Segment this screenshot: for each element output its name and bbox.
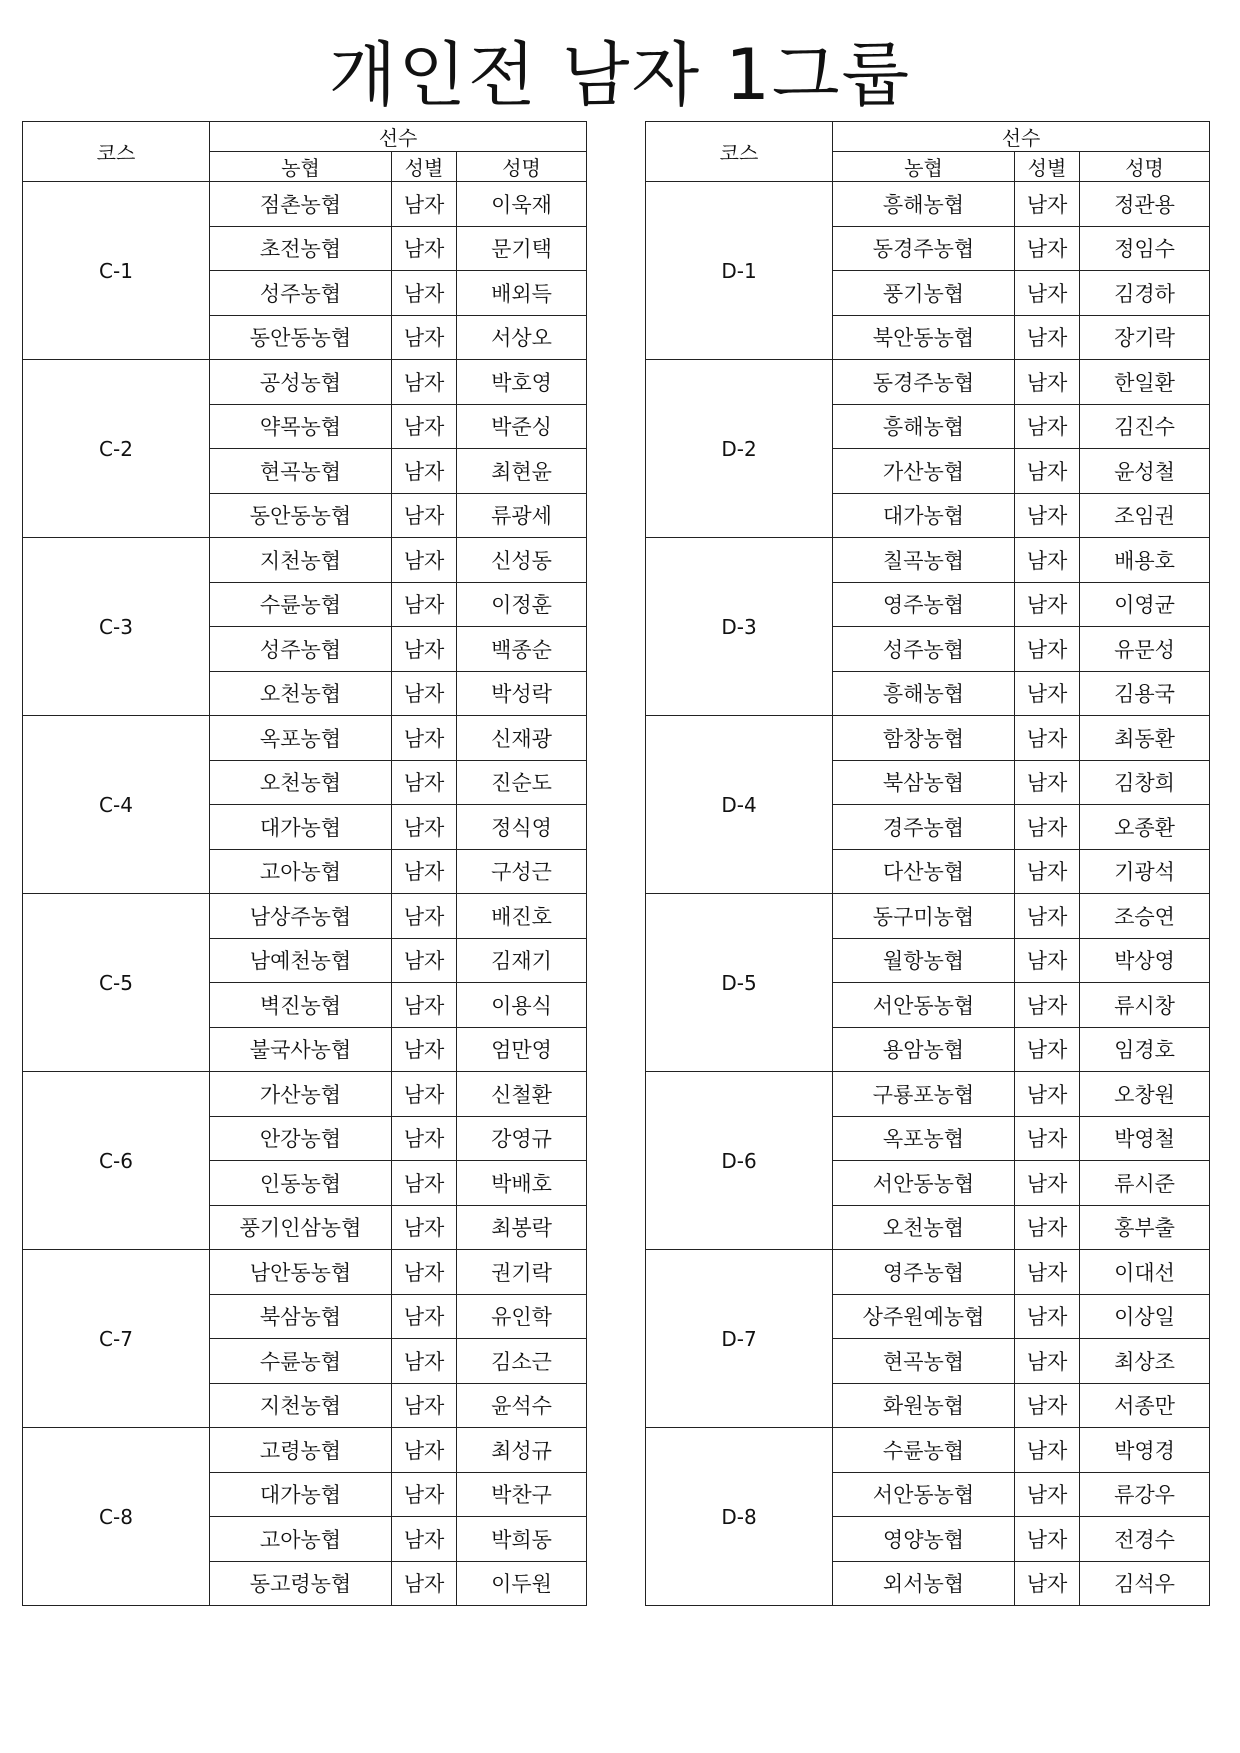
gender-cell: 남자 (1015, 1339, 1080, 1384)
gender-cell: 남자 (1015, 1072, 1080, 1117)
coop-cell: 공성농협 (210, 360, 392, 405)
name-cell: 박영경 (1080, 1428, 1210, 1473)
gender-cell: 남자 (392, 983, 457, 1028)
gender-cell: 남자 (1015, 1428, 1080, 1473)
coop-cell: 초전농협 (210, 226, 392, 271)
gender-cell: 남자 (1015, 1517, 1080, 1562)
name-cell: 류강우 (1080, 1472, 1210, 1517)
gender-cell: 남자 (392, 1517, 457, 1562)
name-cell: 윤성철 (1080, 449, 1210, 494)
page-title: 개인전 남자 1그룹 (328, 34, 912, 116)
gender-cell: 남자 (392, 627, 457, 672)
course-label: C-6 (23, 1072, 210, 1250)
name-cell: 박상영 (1080, 938, 1210, 983)
course-label: D-7 (646, 1250, 833, 1428)
name-cell: 강영규 (457, 1116, 587, 1161)
coop-cell: 대가농협 (210, 1472, 392, 1517)
table-row (23, 538, 587, 583)
course-table-left (22, 121, 587, 1606)
name-cell: 이상일 (1080, 1294, 1210, 1339)
course-label: C-3 (23, 538, 210, 716)
name-cell: 유문성 (1080, 627, 1210, 672)
course-label: D-2 (646, 360, 833, 538)
name-cell: 최봉락 (457, 1205, 587, 1250)
course-label: D-4 (646, 716, 833, 894)
gender-cell: 남자 (392, 849, 457, 894)
gender-cell: 남자 (1015, 226, 1080, 271)
gender-cell: 남자 (392, 271, 457, 316)
coop-cell: 월항농협 (833, 938, 1015, 983)
gender-cell: 남자 (392, 1205, 457, 1250)
coop-cell: 안강농협 (210, 1116, 392, 1161)
gender-cell: 남자 (392, 226, 457, 271)
name-cell: 박영철 (1080, 1116, 1210, 1161)
gender-cell: 남자 (1015, 938, 1080, 983)
gender-cell: 남자 (392, 1472, 457, 1517)
name-cell: 박찬구 (457, 1472, 587, 1517)
coop-cell: 동구미농협 (833, 894, 1015, 939)
coop-cell: 동경주농협 (833, 226, 1015, 271)
name-cell: 신성동 (457, 538, 587, 583)
name-cell: 이영균 (1080, 582, 1210, 627)
gender-cell: 남자 (1015, 716, 1080, 761)
gender-cell: 남자 (392, 894, 457, 939)
header-coop: 농협 (210, 152, 392, 182)
name-cell: 최상조 (1080, 1339, 1210, 1384)
gender-cell: 남자 (392, 404, 457, 449)
table-row (646, 1428, 1210, 1473)
course-label: C-1 (23, 182, 210, 360)
gender-cell: 남자 (1015, 582, 1080, 627)
gender-cell: 남자 (392, 760, 457, 805)
coop-cell: 남예천농협 (210, 938, 392, 983)
name-cell: 조승연 (1080, 894, 1210, 939)
name-cell: 배진호 (457, 894, 587, 939)
coop-cell: 구룡포농협 (833, 1072, 1015, 1117)
gender-cell: 남자 (1015, 1294, 1080, 1339)
gender-cell: 남자 (392, 1428, 457, 1473)
table-row (23, 360, 587, 405)
name-cell: 엄만영 (457, 1027, 587, 1072)
coop-cell: 수륜농협 (210, 1339, 392, 1384)
coop-cell: 외서농협 (833, 1561, 1015, 1606)
course-label: D-6 (646, 1072, 833, 1250)
coop-cell: 칠곡농협 (833, 538, 1015, 583)
gender-cell: 남자 (1015, 760, 1080, 805)
coop-cell: 영주농협 (833, 582, 1015, 627)
table-body (23, 182, 587, 1606)
course-table-right (645, 121, 1210, 1606)
gender-cell: 남자 (1015, 404, 1080, 449)
coop-cell: 북삼농협 (210, 1294, 392, 1339)
course-label: D-3 (646, 538, 833, 716)
name-cell: 서상오 (457, 315, 587, 360)
coop-cell: 현곡농협 (210, 449, 392, 494)
coop-cell: 현곡농협 (833, 1339, 1015, 1384)
name-cell: 최동환 (1080, 716, 1210, 761)
table-row (646, 538, 1210, 583)
coop-cell: 남안동농협 (210, 1250, 392, 1295)
gender-cell: 남자 (392, 360, 457, 405)
name-cell: 신재광 (457, 716, 587, 761)
gender-cell: 남자 (1015, 449, 1080, 494)
gender-cell: 남자 (392, 449, 457, 494)
table-row (646, 1250, 1210, 1295)
gender-cell: 남자 (1015, 1561, 1080, 1606)
name-cell: 김창희 (1080, 760, 1210, 805)
gender-cell: 남자 (1015, 1472, 1080, 1517)
gender-cell: 남자 (392, 1561, 457, 1606)
name-cell: 오종환 (1080, 805, 1210, 850)
name-cell: 정임수 (1080, 226, 1210, 271)
coop-cell: 북안동농협 (833, 315, 1015, 360)
gender-cell: 남자 (1015, 1161, 1080, 1206)
gender-cell: 남자 (392, 1161, 457, 1206)
coop-cell: 벽진농협 (210, 983, 392, 1028)
name-cell: 류광세 (457, 493, 587, 538)
coop-cell: 옥포농협 (833, 1116, 1015, 1161)
name-cell: 박준싱 (457, 404, 587, 449)
course-label: C-8 (23, 1428, 210, 1606)
gender-cell: 남자 (1015, 983, 1080, 1028)
gender-cell: 남자 (1015, 671, 1080, 716)
coop-cell: 경주농협 (833, 805, 1015, 850)
gender-cell: 남자 (392, 538, 457, 583)
header-players: 선수 (833, 122, 1210, 152)
name-cell: 류시창 (1080, 983, 1210, 1028)
course-label: D-1 (646, 182, 833, 360)
table-row (646, 1072, 1210, 1117)
coop-cell: 서안동농협 (833, 983, 1015, 1028)
gender-cell: 남자 (392, 1383, 457, 1428)
header-players: 선수 (210, 122, 587, 152)
table-row (23, 182, 587, 227)
gender-cell: 남자 (392, 1294, 457, 1339)
coop-cell: 고아농협 (210, 1517, 392, 1562)
gender-cell: 남자 (392, 493, 457, 538)
coop-cell: 용암농협 (833, 1027, 1015, 1072)
gender-cell: 남자 (1015, 1383, 1080, 1428)
coop-cell: 동안동농협 (210, 315, 392, 360)
name-cell: 문기택 (457, 226, 587, 271)
name-cell: 구성근 (457, 849, 587, 894)
gender-cell: 남자 (392, 1116, 457, 1161)
name-cell: 임경호 (1080, 1027, 1210, 1072)
coop-cell: 성주농협 (833, 627, 1015, 672)
coop-cell: 옥포농협 (210, 716, 392, 761)
coop-cell: 점촌농협 (210, 182, 392, 227)
table-row (646, 182, 1210, 227)
gender-cell: 남자 (392, 315, 457, 360)
gender-cell: 남자 (1015, 182, 1080, 227)
name-cell: 오창원 (1080, 1072, 1210, 1117)
course-label: C-4 (23, 716, 210, 894)
table-row (646, 894, 1210, 939)
name-cell: 김소근 (457, 1339, 587, 1384)
name-cell: 김경하 (1080, 271, 1210, 316)
name-cell: 한일환 (1080, 360, 1210, 405)
coop-cell: 가산농협 (210, 1072, 392, 1117)
coop-cell: 화원농협 (833, 1383, 1015, 1428)
course-label: C-7 (23, 1250, 210, 1428)
gender-cell: 남자 (1015, 360, 1080, 405)
name-cell: 김재기 (457, 938, 587, 983)
table-row (23, 1250, 587, 1295)
table-row (23, 1428, 587, 1473)
coop-cell: 가산농협 (833, 449, 1015, 494)
gender-cell: 남자 (1015, 493, 1080, 538)
name-cell: 이대선 (1080, 1250, 1210, 1295)
name-cell: 박희동 (457, 1517, 587, 1562)
table-row (646, 716, 1210, 761)
gender-cell: 남자 (392, 1250, 457, 1295)
gender-cell: 남자 (392, 1072, 457, 1117)
gender-cell: 남자 (1015, 627, 1080, 672)
course-label: D-8 (646, 1428, 833, 1606)
name-cell: 김석우 (1080, 1561, 1210, 1606)
coop-cell: 고령농협 (210, 1428, 392, 1473)
coop-cell: 오천농협 (833, 1205, 1015, 1250)
gender-cell: 남자 (392, 1339, 457, 1384)
gender-cell: 남자 (392, 182, 457, 227)
name-cell: 김용국 (1080, 671, 1210, 716)
name-cell: 홍부출 (1080, 1205, 1210, 1250)
header-gender: 성별 (392, 152, 457, 182)
coop-cell: 지천농협 (210, 538, 392, 583)
coop-cell: 함창농협 (833, 716, 1015, 761)
table-row (23, 894, 587, 939)
table-row (23, 716, 587, 761)
header-name: 성명 (1080, 152, 1210, 182)
name-cell: 박배호 (457, 1161, 587, 1206)
name-cell: 조임권 (1080, 493, 1210, 538)
gender-cell: 남자 (1015, 1250, 1080, 1295)
name-cell: 권기락 (457, 1250, 587, 1295)
coop-cell: 수륜농협 (833, 1428, 1015, 1473)
table-row (23, 1072, 587, 1117)
coop-cell: 흥해농협 (833, 671, 1015, 716)
coop-cell: 대가농협 (210, 805, 392, 850)
gender-cell: 남자 (1015, 1027, 1080, 1072)
coop-cell: 풍기농협 (833, 271, 1015, 316)
name-cell: 윤석수 (457, 1383, 587, 1428)
gender-cell: 남자 (1015, 1205, 1080, 1250)
gender-cell: 남자 (1015, 271, 1080, 316)
coop-cell: 흥해농협 (833, 404, 1015, 449)
coop-cell: 인동농협 (210, 1161, 392, 1206)
coop-cell: 오천농협 (210, 760, 392, 805)
coop-cell: 지천농협 (210, 1383, 392, 1428)
gender-cell: 남자 (392, 671, 457, 716)
name-cell: 신철환 (457, 1072, 587, 1117)
name-cell: 백종순 (457, 627, 587, 672)
name-cell: 정식영 (457, 805, 587, 850)
gender-cell: 남자 (392, 805, 457, 850)
gender-cell: 남자 (1015, 1116, 1080, 1161)
header-course: 코스 (23, 122, 210, 182)
gender-cell: 남자 (1015, 805, 1080, 850)
gender-cell: 남자 (1015, 315, 1080, 360)
name-cell: 장기락 (1080, 315, 1210, 360)
gender-cell: 남자 (1015, 894, 1080, 939)
name-cell: 유인학 (457, 1294, 587, 1339)
coop-cell: 서안동농협 (833, 1472, 1015, 1517)
table-row (646, 360, 1210, 405)
name-cell: 류시준 (1080, 1161, 1210, 1206)
coop-cell: 영주농협 (833, 1250, 1015, 1295)
coop-cell: 수륜농협 (210, 582, 392, 627)
coop-cell: 흥해농협 (833, 182, 1015, 227)
coop-cell: 영양농협 (833, 1517, 1015, 1562)
coop-cell: 불국사농협 (210, 1027, 392, 1072)
coop-cell: 풍기인삼농협 (210, 1205, 392, 1250)
course-label: C-5 (23, 894, 210, 1072)
header-gender: 성별 (1015, 152, 1080, 182)
name-cell: 박성락 (457, 671, 587, 716)
name-cell: 정관용 (1080, 182, 1210, 227)
name-cell: 이두원 (457, 1561, 587, 1606)
name-cell: 최성규 (457, 1428, 587, 1473)
name-cell: 전경수 (1080, 1517, 1210, 1562)
course-label: C-2 (23, 360, 210, 538)
name-cell: 기광석 (1080, 849, 1210, 894)
name-cell: 이정훈 (457, 582, 587, 627)
coop-cell: 서안동농협 (833, 1161, 1015, 1206)
coop-cell: 고아농협 (210, 849, 392, 894)
header-course: 코스 (646, 122, 833, 182)
table-body (646, 182, 1210, 1606)
coop-cell: 약목농협 (210, 404, 392, 449)
header-name: 성명 (457, 152, 587, 182)
course-label: D-5 (646, 894, 833, 1072)
coop-cell: 성주농협 (210, 627, 392, 672)
coop-cell: 동경주농협 (833, 360, 1015, 405)
name-cell: 이용식 (457, 983, 587, 1028)
name-cell: 이욱재 (457, 182, 587, 227)
name-cell: 배용호 (1080, 538, 1210, 583)
header-coop: 농협 (833, 152, 1015, 182)
gender-cell: 남자 (392, 1027, 457, 1072)
name-cell: 김진수 (1080, 404, 1210, 449)
coop-cell: 다산농협 (833, 849, 1015, 894)
coop-cell: 동고령농협 (210, 1561, 392, 1606)
gender-cell: 남자 (1015, 849, 1080, 894)
coop-cell: 남상주농협 (210, 894, 392, 939)
coop-cell: 오천농협 (210, 671, 392, 716)
coop-cell: 동안동농협 (210, 493, 392, 538)
name-cell: 배외득 (457, 271, 587, 316)
coop-cell: 상주원예농협 (833, 1294, 1015, 1339)
coop-cell: 북삼농협 (833, 760, 1015, 805)
coop-cell: 성주농협 (210, 271, 392, 316)
gender-cell: 남자 (392, 938, 457, 983)
coop-cell: 대가농협 (833, 493, 1015, 538)
name-cell: 서종만 (1080, 1383, 1210, 1428)
name-cell: 박호영 (457, 360, 587, 405)
name-cell: 최현윤 (457, 449, 587, 494)
gender-cell: 남자 (1015, 538, 1080, 583)
gender-cell: 남자 (392, 582, 457, 627)
gender-cell: 남자 (392, 716, 457, 761)
name-cell: 진순도 (457, 760, 587, 805)
